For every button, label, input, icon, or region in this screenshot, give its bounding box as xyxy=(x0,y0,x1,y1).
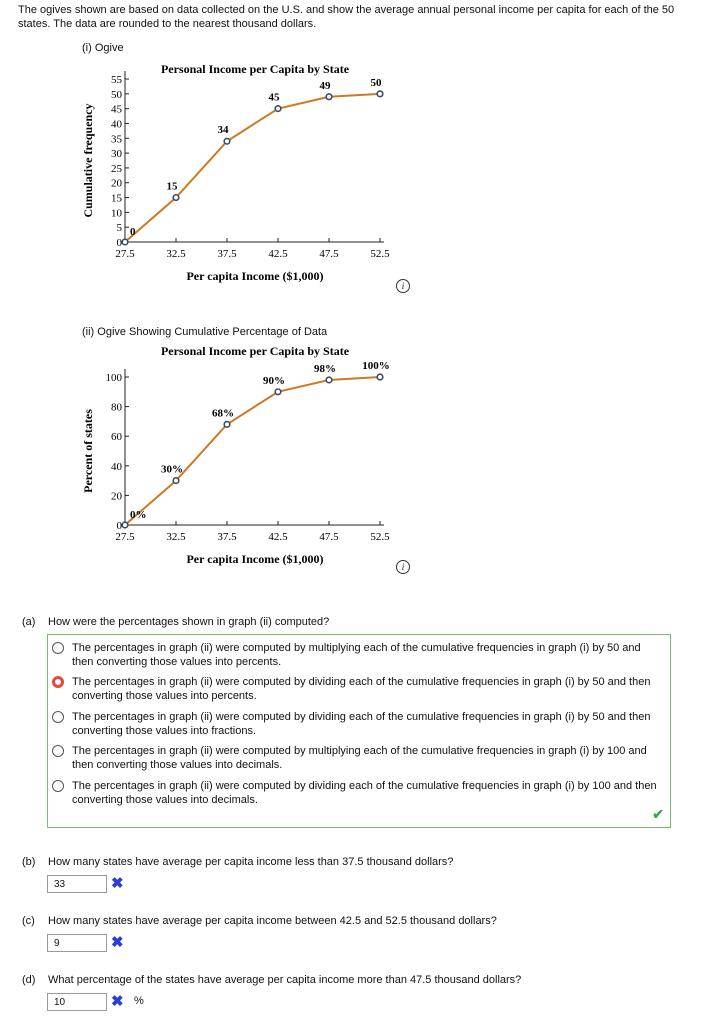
question-d-text: What percentage of the states have average per capita income more than 47.5 thousand dollars? xyxy=(48,974,522,986)
info-icon[interactable]: i xyxy=(396,560,410,574)
data-label: 0 xyxy=(130,226,136,238)
data-label: 90% xyxy=(263,374,285,387)
question-d xyxy=(22,974,521,986)
data-label: 0% xyxy=(130,509,147,521)
option-1-text: The percentages in graph (ii) were computed by multiplying each of the cumulative frequencies in graph (i) by 50 and then converting those values into percents. xyxy=(72,642,641,668)
y-tick-label: 15 xyxy=(111,192,122,205)
data-label: 49 xyxy=(319,79,331,92)
y-tick-label: 20 xyxy=(111,490,122,503)
correct-check-icon: ✔ xyxy=(652,806,664,822)
data-label: 45 xyxy=(268,91,280,104)
option-2[interactable] xyxy=(52,675,664,703)
incorrect-x-icon: ✖ xyxy=(111,934,124,951)
intro-text: The ogives shown are based on data collected on the U.S. and show the average annual personal income per capita for each of the 50 states. The data are rounded to the nearest thousand dollars. xyxy=(18,4,675,30)
data-point xyxy=(122,522,128,528)
y-tick-label: 40 xyxy=(111,460,122,473)
x-tick-label: 32.5 xyxy=(166,248,186,260)
x-tick-label: 42.5 xyxy=(268,531,288,543)
data-point xyxy=(122,239,128,245)
y-tick-label: 50 xyxy=(111,88,122,101)
data-label: 98% xyxy=(314,362,336,375)
x-tick-label: 37.5 xyxy=(217,531,237,543)
answer-d-input[interactable]: 10 xyxy=(47,993,107,1011)
x-tick-label: 52.5 xyxy=(370,531,390,543)
data-point xyxy=(275,106,281,112)
y-tick-label: 30 xyxy=(111,148,122,161)
option-5[interactable] xyxy=(52,779,664,807)
option-3-text: The percentages in graph (ii) were computed by dividing each of the cumulative frequencies in graph (i) by 50 and then converting those values into fractions. xyxy=(72,711,651,737)
data-label: 34 xyxy=(217,124,229,137)
series-line xyxy=(125,91,380,242)
data-point xyxy=(377,374,383,380)
option-2-text: The percentages in graph (ii) were computed by dividing each of the cumulative frequencies in graph (i) by 50 and then converting those values into percents. xyxy=(72,676,651,702)
data-point xyxy=(326,377,332,383)
y-tick-label: 40 xyxy=(111,118,122,131)
x-tick-label: 47.5 xyxy=(319,531,339,543)
option-1[interactable] xyxy=(52,641,664,669)
data-point xyxy=(173,478,179,484)
y-tick-label: 25 xyxy=(111,162,122,175)
y-tick-label: 45 xyxy=(111,103,122,116)
data-point xyxy=(224,422,230,428)
x-tick-label: 27.5 xyxy=(115,531,135,543)
data-point xyxy=(224,138,230,144)
question-a-text: How were the percentages shown in graph (ii) computed? xyxy=(48,616,330,628)
x-tick-label: 27.5 xyxy=(115,248,135,260)
y-axis-label: Percent of states xyxy=(81,409,95,493)
data-point xyxy=(173,195,179,201)
option-5-text: The percentages in graph (ii) were computed by dividing each of the cumulative frequencies in graph (i) by 100 and then converting those values into decimals. xyxy=(72,780,657,806)
data-label: 30% xyxy=(161,463,183,476)
incorrect-x-icon: ✖ xyxy=(111,993,124,1010)
data-point xyxy=(275,389,281,395)
question-b-text: How many states have average per capita income less than 37.5 thousand dollars? xyxy=(48,856,454,868)
info-icon[interactable]: i xyxy=(396,279,410,293)
radio-button[interactable] xyxy=(52,745,64,757)
x-tick-label: 32.5 xyxy=(166,531,186,543)
question-a-label: (a) xyxy=(22,616,36,628)
x-axis-label: Per capita Income ($1,000) xyxy=(186,269,324,283)
ogive-chart xyxy=(80,58,410,293)
data-label: 68% xyxy=(212,407,234,420)
percent-unit: % xyxy=(134,995,144,1007)
series-line xyxy=(125,374,380,525)
y-tick-label: 5 xyxy=(116,222,122,235)
x-tick-label: 37.5 xyxy=(217,248,237,260)
y-tick-label: 100 xyxy=(105,372,122,384)
question-a xyxy=(22,616,329,628)
data-label: 100% xyxy=(362,360,390,372)
question-c-label: (c) xyxy=(22,915,35,927)
radio-button[interactable] xyxy=(52,780,64,792)
x-tick-label: 42.5 xyxy=(268,248,288,260)
option-3[interactable] xyxy=(52,710,664,738)
answer-c-input[interactable]: 9 xyxy=(47,934,107,952)
percent-ogive-chart xyxy=(80,340,410,575)
y-tick-label: 0 xyxy=(116,237,122,249)
question-c-text: How many states have average per capita income between 42.5 and 52.5 thousand dollars? xyxy=(48,915,497,927)
option-4-text: The percentages in graph (ii) were computed by multiplying each of the cumulative frequencies in graph (i) by 100 and then converting those values into decimals. xyxy=(72,745,647,771)
y-tick-label: 0 xyxy=(116,520,122,532)
radio-button-selected[interactable] xyxy=(52,676,64,688)
y-tick-label: 10 xyxy=(111,207,122,220)
y-tick-label: 60 xyxy=(111,431,122,444)
question-d-label: (d) xyxy=(22,974,36,986)
y-tick-label: 20 xyxy=(111,177,122,190)
question-b xyxy=(22,856,453,868)
graph2-caption: (ii) Ogive Showing Cumulative Percentage of Data xyxy=(82,326,328,338)
data-label: 15 xyxy=(166,180,178,193)
y-axis-label: Cumulative frequency xyxy=(81,103,95,218)
chart-title: Personal Income per Capita by State xyxy=(160,62,350,76)
answer-b-input[interactable]: 33 xyxy=(47,875,107,893)
answer-options xyxy=(47,634,671,828)
y-tick-label: 55 xyxy=(111,74,122,86)
radio-button[interactable] xyxy=(52,642,64,654)
data-label: 50 xyxy=(370,76,382,89)
x-axis-label: Per capita Income ($1,000) xyxy=(186,552,324,566)
question-c xyxy=(22,915,497,927)
question-b-label: (b) xyxy=(22,856,36,868)
x-tick-label: 47.5 xyxy=(319,248,339,260)
y-tick-label: 80 xyxy=(111,401,122,414)
data-point xyxy=(326,94,332,100)
radio-button[interactable] xyxy=(52,711,64,723)
graph1-caption: (i) Ogive xyxy=(82,42,124,54)
chart-title: Personal Income per Capita by State xyxy=(160,344,350,358)
x-tick-label: 52.5 xyxy=(370,248,390,260)
option-4[interactable] xyxy=(52,744,664,772)
y-tick-label: 35 xyxy=(111,133,122,146)
data-point xyxy=(377,91,383,97)
incorrect-x-icon: ✖ xyxy=(111,875,124,892)
